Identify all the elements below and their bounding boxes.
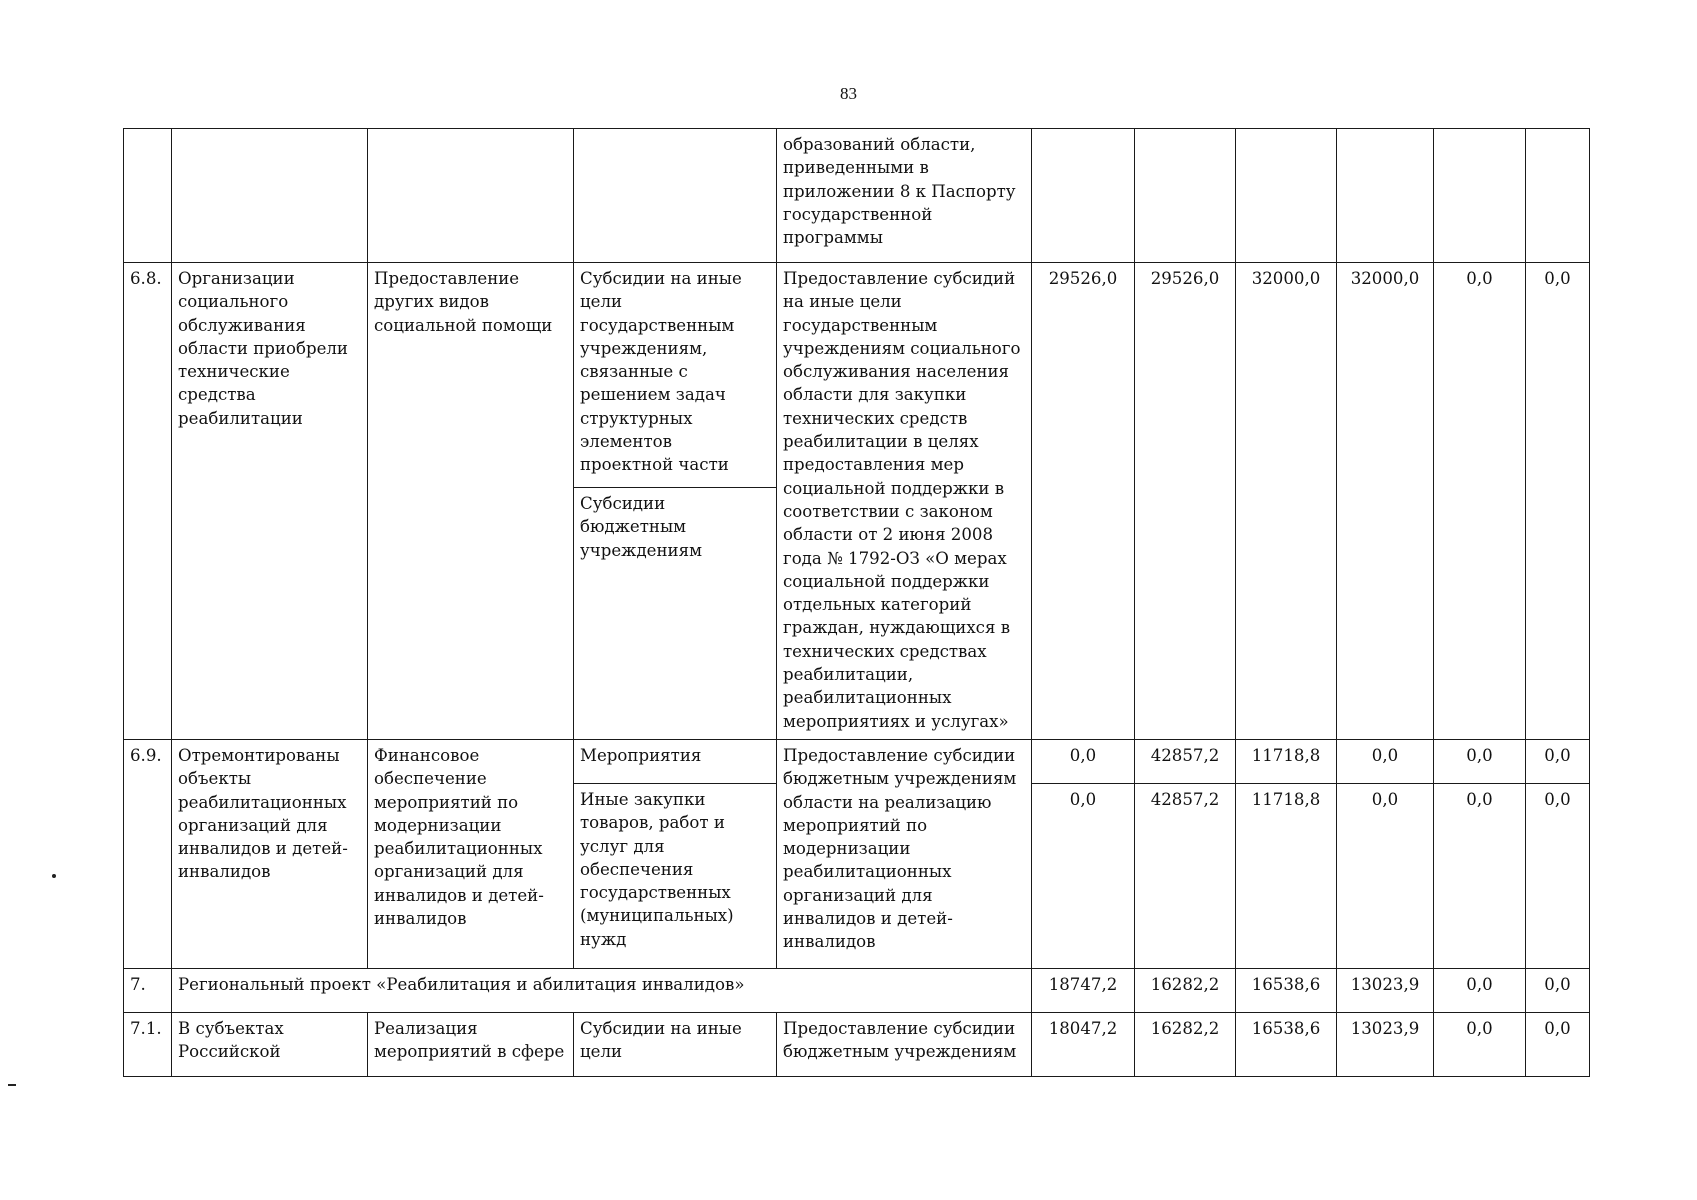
measure-cell: Предоставление других видов социальной помощи	[368, 263, 574, 740]
section-title: Региональный проект «Реабилитация и абилитация инвалидов»	[172, 969, 1032, 1013]
description-cell: Предоставление субсидии бюджетным учреждениям	[777, 1013, 1032, 1077]
value-cell: 0,0	[1526, 784, 1590, 969]
description-cell: Предоставление субсидий на иные цели государственным учреждениям социального обслуживания населения области для закупки технических средств реабилитации в целях предоставления мер социальной поддержки в соответствии с законом области от 2 июня 2008 года № 1792-ОЗ «О мерах социальной поддержки отдельных категорий граждан, нуждающихся в технических средствах реабилитации, реабилитационных мероприятиях и услугах»	[777, 263, 1032, 740]
value-cell: 0,0	[1526, 740, 1590, 784]
value-cell: 16282,2	[1135, 1013, 1236, 1077]
description-cell: образований области, приведенными в приложении 8 к Паспорту государственной программы	[777, 129, 1032, 263]
table-row	[124, 740, 1590, 784]
row-index: 7.1.	[124, 1013, 172, 1077]
row-index: 6.8.	[124, 263, 172, 740]
row-index: 6.9.	[124, 740, 172, 969]
expense-cell	[574, 129, 777, 263]
table-row	[124, 263, 1590, 488]
value-cell: 11718,8	[1236, 740, 1337, 784]
value-cell: 0,0	[1337, 784, 1434, 969]
value-cell: 0,0	[1526, 263, 1590, 740]
table-row	[124, 1013, 1590, 1077]
expense-cell: Иные закупки товаров, работ и услуг для обеспечения государственных (муниципальных) нужд	[574, 784, 777, 969]
value-cell: 0,0	[1434, 740, 1526, 784]
value-cell: 0,0	[1434, 263, 1526, 740]
value-cell: 0,0	[1032, 784, 1135, 969]
value-cell: 13023,9	[1337, 969, 1434, 1013]
value-cell: 29526,0	[1032, 263, 1135, 740]
budget-table	[123, 128, 1590, 1077]
value-cell: 18047,2	[1032, 1013, 1135, 1077]
value-cell: 42857,2	[1135, 784, 1236, 969]
index-cell	[124, 129, 172, 263]
expense-cell: Субсидии на иные цели	[574, 1013, 777, 1077]
table-row	[124, 969, 1590, 1013]
value-cell: 32000,0	[1236, 263, 1337, 740]
result-cell: Отремонтированы объекты реабилитационных организаций для инвалидов и детей-инвалидов	[172, 740, 368, 969]
measure-cell: Финансовое обеспечение мероприятий по модернизации реабилитационных организаций для инвалидов и детей-инвалидов	[368, 740, 574, 969]
value-cell: 13023,9	[1337, 1013, 1434, 1077]
value-cell: 32000,0	[1337, 263, 1434, 740]
value-cell: 16538,6	[1236, 969, 1337, 1013]
measure-cell	[368, 129, 574, 263]
value-cell: 42857,2	[1135, 740, 1236, 784]
result-cell	[172, 129, 368, 263]
value-cell: 11718,8	[1236, 784, 1337, 969]
value-cell: 29526,0	[1135, 263, 1236, 740]
value-cell: 0,0	[1337, 740, 1434, 784]
value-cell: 0,0	[1434, 1013, 1526, 1077]
expense-cell: Мероприятия	[574, 740, 777, 784]
page-number: 83	[840, 84, 857, 103]
expense-cell: Субсидии на иные цели государственным учреждениям, связанные с решением задач структурных элементов проектной части	[574, 263, 777, 488]
scan-mark	[8, 1084, 16, 1086]
value-cell: 0,0	[1434, 969, 1526, 1013]
result-cell: В субъектах Российской	[172, 1013, 368, 1077]
value-cell: 16538,6	[1236, 1013, 1337, 1077]
value-cell: 0,0	[1526, 1013, 1590, 1077]
value-cell: 0,0	[1526, 969, 1590, 1013]
measure-cell: Реализация мероприятий в сфере	[368, 1013, 574, 1077]
value-cell: 18747,2	[1032, 969, 1135, 1013]
row-index: 7.	[124, 969, 172, 1013]
result-cell: Организации социального обслуживания области приобрели технические средства реабилитации	[172, 263, 368, 740]
table-row	[124, 129, 1590, 263]
value-cell: 0,0	[1434, 784, 1526, 969]
description-cell: Предоставление субсидии бюджетным учреждениям области на реализацию мероприятий по модернизации реабилитационных организаций для инвалидов и детей-инвалидов	[777, 740, 1032, 969]
value-cell: 0,0	[1032, 740, 1135, 784]
expense-cell: Субсидии бюджетным учреждениям	[574, 488, 777, 740]
value-cell: 16282,2	[1135, 969, 1236, 1013]
scan-dot	[52, 874, 56, 878]
